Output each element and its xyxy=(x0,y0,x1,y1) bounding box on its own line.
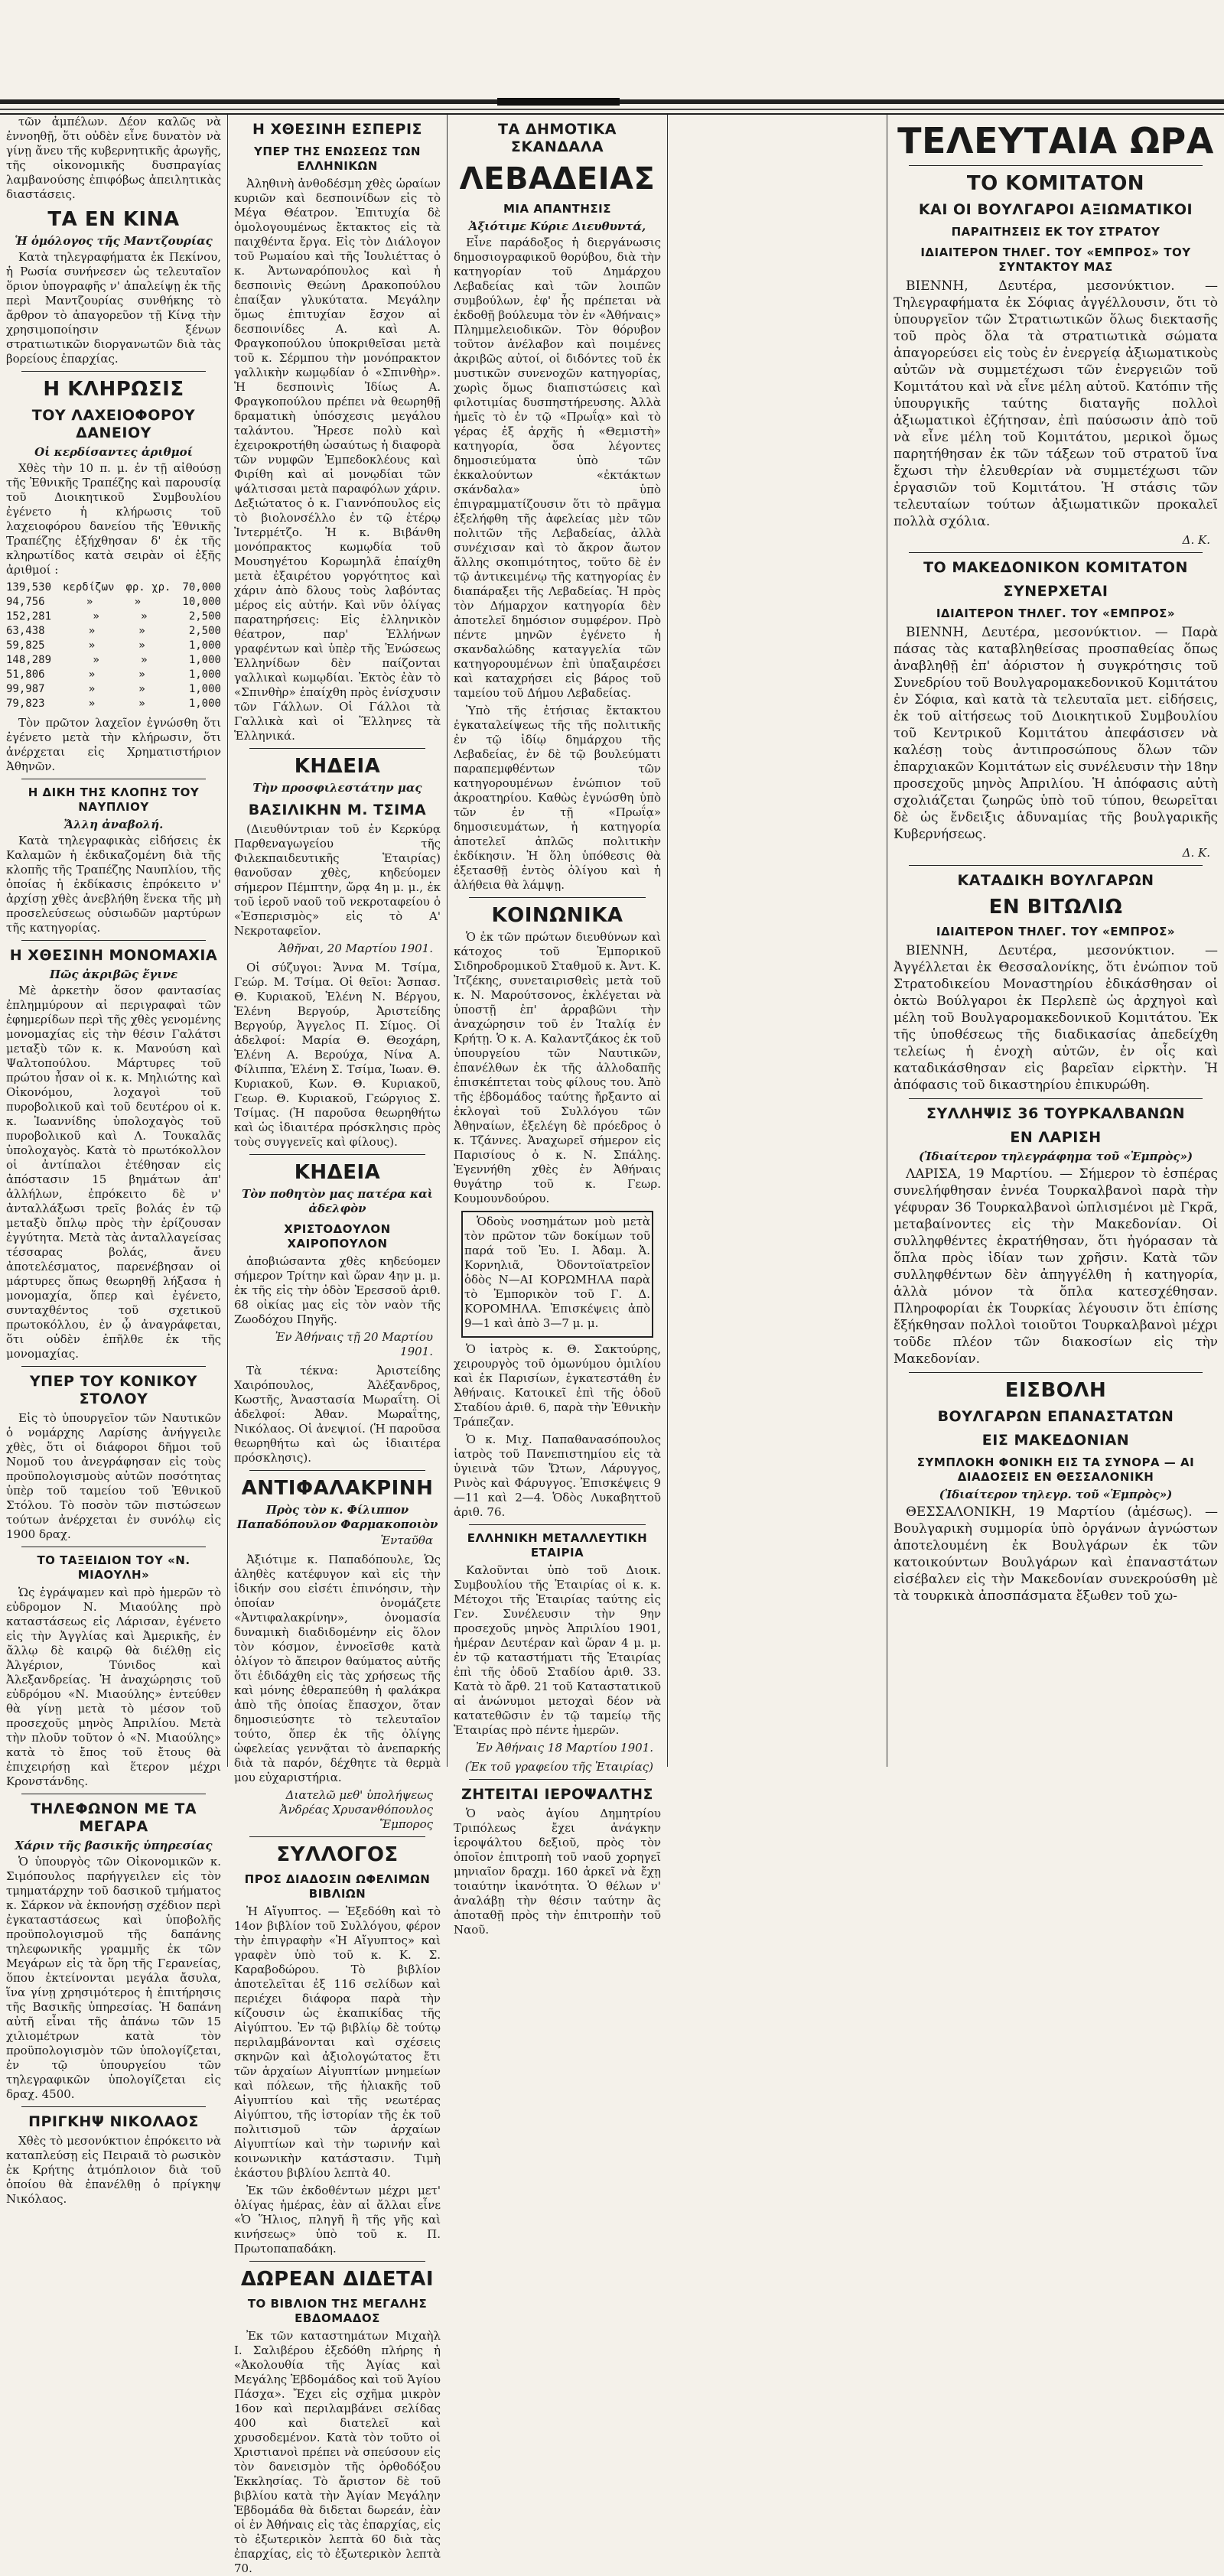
masthead-fragment xyxy=(0,0,1224,115)
headline-line-2: ΤΟΥ ΛΑΧΕΙΟΦΟΡΟΥ ΔΑΝΕΙΟΥ xyxy=(31,407,196,441)
article-body: Ὁ ναὸς ἁγίου Δημητρίου Τριπόλεως ἔχει ἀνάγκην ἱεροψάλτου δεξιοῦ, πρὸς τὸν ὁποῖον ἐπιτροπὴ τοῦ ναοῦ χορηγεῖ μηνιαῖον δραχμ. 160 ἀρκεῖ νὰ ἔχῃ τοιαύτην ἱκανότητα. Ὁ θέλων ν' ἀναλάβῃ τὴν θέσιν ταύτην ἂς ἀποταθῇ πρὸς τὴν ἐπιτροπὴν τοῦ Ναοῦ. xyxy=(454,1807,661,1937)
lottery-cell: 1,000 xyxy=(188,683,221,695)
divider xyxy=(249,2261,425,2262)
article-body: Ἀληθινὴ ἀνθοδέσμη χθὲς ὡραίων κυριῶν καὶ δεσποινίδων εἰς τὸ Μέγα Θέατρον. Ἐπιτυχία δὲ ὁμολογουμένως ἔκτακτος εἰς τὰ παιχθέντα ἔργα. Εἰς τὸν Διάλογον τοῦ Ρωμαίου καὶ τῆς Ἰουλιέττας ὁ κ. Ἀντωναρόπουλος καὶ ἡ δεσποινὶς Θεώνη Δρακοπούλου ἐπαίξαν γλυκύτατα. Μεγάλην ὅμως ἐπιτυχίαν ἔσχον αἱ δεσποινίδες Α. καὶ Α. Φραγκοπούλου ὑποκριθεῖσαι μετὰ τοῦ κ. Σέρμπου τὴν μονόπρακτον γαλλικὴν κωμῳδίαν ὁ «Σπινθὴρ». Ἡ δεσποινὶς Ἰδίως Α. Φραγκοπούλου πρέπει νὰ θεωρηθῇ δραματικὴ ὑπόσχεσις μεγάλου ταλάντου. Ἤρεσε πολὺ καὶ ἐχειροκροτήθη ὡσαύτως ἡ διαφορὰ τῶν νυμφῶν Ἐμπεδοκλέους καὶ Φιρίθη καὶ αἱ μονῳδίαι τῶν ψάλτισσαι μετὰ παραφόλων χάριν. Δεξιώτατος ὁ κ. Γιαννόπουλος εἰς τὸ βιολονσέλλο ἐν τῷ ἐτέρῳ Ἰντερμέτζο. Ἡ κ. Βιβάνθη μονόπρακτος κωμῳδία τοῦ Μουσηγέτου Κορωμηλᾶ ἐπαίχθη μετὰ ἐξαιρέτου γοργότητος καὶ χάριν ἀπὸ δλους τοὺς λαβόντας μέρος εἰς αὐτήν. Καὶ νῦν ὀλίγας παρατηρήσεις: Εἰς ἐλληνικὸν θέατρον, παρ' Ἑλλήνων γραφέντων καὶ ὑπὲρ τῆς Ἑνώσεως Ἑλληνίδων δὲν παίζονται γαλλικαὶ κωμῳδίαι. Ἐκτὸς ἐὰν τὸ «Σπινθὴρ» ἐπαίχθη πρὸς ἐνίσχυσιν τῶν Γάλλων. Οἱ Γάλλοι τὰ Γαλλικὰ καὶ οἱ Ἕλληνες τὰ Ἑλληνικά. xyxy=(234,177,441,743)
headline-line-2: ΤΟ ΒΙΒΛΙΟΝ ΤΗΣ ΜΕΓΑΛΗΣ ΕΒΔΟΜΑΔΟΣ xyxy=(247,2297,428,2325)
article-body: Εἰς τὸ ὑπουργεῖον τῶν Ναυτικῶν ὁ νομάρχης Λαρίσης ἀνήγγειλε χθὲς, ὅτι οἱ διάφοροι δῆμοι τοῦ Νομοῦ του ἀνεγράφησαν εἰς τοὺς προϋπολογισμοὺς αὐτῶν ποσότητας ὑπὲρ τοῦ ταμείου τοῦ Ἐθνικοῦ Στόλου. Τὸ ποσὸν τῶν πιστώσεων τούτων ἀνέρχεται ἐν συνόλῳ εἰς 1900 δραχ. xyxy=(6,1411,221,1541)
lottery-cell: φρ. χρ. xyxy=(125,581,171,594)
family-list: Τὰ τέκνα: Ἀριστείδης Χαιρόπουλος, Ἀλέξανδρος, Κωστῆς, Ἀναστασία Μωραΐτη. Οἱ ἀδελφοί: Ἀθαν. Μωραΐτης, Νικόλαος. Οἱ ἀνεψιοί. (Ἡ παροῦσα θεωρηθήτω καὶ ὡς ἰδιαιτέρα πρόσκλησις). xyxy=(234,1364,441,1465)
advert-box xyxy=(461,1211,653,1338)
wire-source: (Ἰδιαίτερον τηλεγράφημα τοῦ «Ἐμπρὸς») xyxy=(918,1150,1193,1163)
divider xyxy=(21,940,206,941)
headline-line-2: ΕΝ ΛΑΡΙΣΗ xyxy=(1010,1129,1102,1146)
column-2 xyxy=(228,115,447,2575)
wire-source: ΙΔΙΑΙΤΕΡΟΝ ΤΗΛΕΓ. ΤΟΥ «ΕΜΠΡΟΣ» xyxy=(936,607,1176,620)
wire-source: ΙΔΙΑΙΤΕΡΟΝ ΤΗΛΕΓ. ΤΟΥ «ΕΜΠΡΟΣ» xyxy=(936,925,1176,938)
lottery-cell: » xyxy=(88,668,96,681)
divider xyxy=(909,552,1203,553)
article-body: Ὡς ἐγράψαμεν καὶ πρὸ ἡμερῶν τὸ εὐδρομον Ν. Μιαούλης πρὸ καταστάσεως εἰς Λάρισαν, ἐγένετο εἰς τὴν Ἀγγλίας καὶ Ἀμερικῆς, ἐν ἄλλῳ δὲ καιρῷ θὰ διέλθῃ εἰς Ἀλγέριον, Τύνιδος καὶ Ἀλεξανδρείας. Ἡ ἀναχώρησις τοῦ εὐδρόμου «Ν. Μιαούλης» ἐντεύθεν θὰ γίνῃ μετὰ τὸ μέσον τοῦ προσεχοῦς μηνὸς Ἀπριλίου. Μετὰ τὴν πλοῦν τοῦτον ὁ «Ν. Μιαούλης» κατὰ τὸ ἔπος τοῦ ἔτους θὰ ἐπιχειρήσῃ καὶ ἕτερον μέχρι Κρονστάνδης. xyxy=(6,1586,221,1788)
lottery-cell: 59,825 xyxy=(6,639,45,652)
lottery-cell: » xyxy=(88,625,96,637)
headline: ΑΝΤΙΦΑΛΑΚΡΙΝΗ xyxy=(241,1477,434,1500)
lottery-table xyxy=(6,581,221,711)
lottery-cell: » xyxy=(88,698,96,710)
headline: ΠΡΙΓΚΗΨ ΝΙΚΟΛΑΟΣ xyxy=(28,2113,199,2130)
lottery-cell: » xyxy=(141,610,148,623)
headline-line-2: ΚΑΙ ΟΙ ΒΟΥΛΓΑΡΟΙ ΑΞΙΩΜΑΤΙΚΟΙ xyxy=(918,201,1193,218)
notice-date: Ἐν Ἀθήναις τῇ 20 Μαρτίου 1901. xyxy=(275,1330,433,1358)
headline: ΕΛΛΗΝΙΚΗ ΜΕΤΑΛΛΕΥΤΙΚΗ ΕΤΑΙΡΙΑ xyxy=(467,1531,648,1560)
headline-line-4: ΣΥΜΠΛΟΚΗ ΦΟΝΙΚΗ ΕΙΣ ΤΑ ΣΥΝΟΡΑ — ΑΙ ΔΙΑΔΟΣΕΙΣ ΕΝ ΘΕΣΣΑΛΟΝΙΚΗ xyxy=(916,1456,1195,1484)
headline: ΤΟ ΤΑΞΕΙΔΙΟΝ ΤΟΥ «Ν. ΜΙΑΟΥΛΗ» xyxy=(37,1553,190,1582)
divider xyxy=(909,1372,1203,1373)
article-body: Ἐκ τῶν καταστημάτων Μιχαὴλ Ι. Σαλιβέρου ἐξεδόθη πλήρης ἡ «Ἀκολουθία τῆς Ἁγίας καὶ Μεγάλης Ἑβδομάδος καὶ τοῦ Ἁγίου Πάσχα». Ἔχει εἰς σχῆμα μικρὸν 16ον καὶ περιλαμβάνει σελίδας 400 καὶ διατελεῖ καὶ χρυσοδεμένον. Κατὰ τὸν τοῦτο οἱ Χριστιανοὶ πρέπει νὰ σπεύσουν εἰς τὸν δανεισμὸν τῆς ὀρθοδόξου Ἐκκλησίας. Τὸ ἄριστον δὲ τοῦ βιβλίου κατὰ τὴν Ἀγίαν Μεγάλην Ἑβδομάδα θὰ διδεται δωρεάν, ἐὰν οἱ ἐν Ἀθήναις εἰς τὰς ἐπαρχίας, εἰς τὸ ἐξωτερικὸν λεπτὰ 60 διὰ τὰς ἐπαρχίας, εἰς τὸ ἐξωτερικὸν λεπτὰ 70. xyxy=(234,2329,441,2575)
notice-signature: (Ἐκ τοῦ γραφείου τῆς Ἑταιρίας) xyxy=(464,1760,653,1774)
headline: ΚΑΤΑΔΙΚΗ ΒΟΥΛΓΑΡΩΝ xyxy=(957,872,1154,889)
article-body: ΒΙΕΝΝΗ, Δευτέρα, μεσονύκτιον. — Παρὰ πάσας τὰς καταβληθείσας προσπαθείας ὅπως ἀναβληθῇ ἐπ' ἀόριστον ἡ συγκρότησις τοῦ Συνεδρίου τοῦ Βουλγαρομακεδονικοῦ Κομιτάτου ἐν Σόφια, καὶ κατὰ τὰ τελευταῖα μετ. εἰδήσεις, ἐκ τοῦ αἰτήσεως τοῦ Διοικητικοῦ Συμβουλίου τοῦ Κεντρικοῦ Κομιτάτου ἀπεφάσισεν νὰ καλέσῃ τοὺς ἀντιπροσώπους ὅλων τῶν ἐπαρχιακῶν Κομιτάτων εἰς συνέλευσιν τὴν 18ην προσεχοῦς μηνὸς Ἀπριλίου. Ἡ ἀπόφασις αὐτὴ σχολιάζεται ζωηρῶς ὑπὸ τοῦ τύπου, θεωρεῖται δὲ ὡς ἔνδειξις ἀδυναμίας τῆς βουλγαρικῆς Κυβερνήσεως. xyxy=(894,625,1218,842)
headline: ΤΟ ΚΟΜΙΤΑΤΟΝ xyxy=(966,172,1145,195)
headline: ΣΥΛΛΗΨΙΣ 36 ΤΟΥΡΚΑΛΒΑΝΩΝ xyxy=(926,1105,1185,1122)
divider xyxy=(909,1098,1203,1099)
lottery-cell: 94,756 xyxy=(6,596,45,608)
lottery-cell: » xyxy=(141,654,148,666)
article-body: Χθὲς τὸ μεσονύκτιον ἐπρόκειτο νὰ καταπλεύσῃ εἰς Πειραιᾶ τὸ ρωσικὸν ἐκ Κρήτης ἀτμόπλοιον διὰ τοῦ ὁποίου θὰ ἐπανέλθῃ ὁ πρίγκηψ Νικόλαος. xyxy=(6,2134,221,2206)
headline: Η ΧΘΕΣΙΝΗ ΜΟΝΟΜΑΧΙΑ xyxy=(9,947,218,964)
lottery-cell: » xyxy=(93,610,99,623)
headline-line-3: ΠΑΡΑΙΤΗΣΕΙΣ ΕΚ ΤΟΥ ΣΤΡΑΤΟΥ xyxy=(951,225,1161,239)
lottery-cell: 1,000 xyxy=(188,698,221,710)
divider xyxy=(909,165,1203,166)
letter-signature: Διατελῶ μεθ' ὑπολήψεως Ἀνδρέας Χρυσανθόπουλος Ἔμπορος xyxy=(279,1788,433,1831)
headline: ΚΟΙΝΩΝΙΚΑ xyxy=(491,904,623,927)
divider xyxy=(249,1470,425,1471)
headline-line-2: ΕΝ ΒΙΤΩΛΙΩ xyxy=(988,896,1123,919)
lottery-row xyxy=(6,682,221,697)
lottery-cell: » xyxy=(138,668,145,681)
headline-large: ΛΕΒΑΔΕΙΑΣ xyxy=(459,161,656,197)
lottery-cell: 51,806 xyxy=(6,668,45,681)
lottery-cell: » xyxy=(86,596,93,608)
divider xyxy=(249,748,425,749)
lottery-cell: » xyxy=(88,683,96,695)
family-list: Οἱ σύζυγοι: Ἄννα Μ. Τσίμα, Γεώρ. Μ. Τσίμα. Οἱ θεῖοι: Ἄσπασ. Θ. Κυριακοῦ, Ἑλένη Ν. Βέργου, Ἑλένη Βεργούρ, Ἀριστείδης Βεργούρ, Ἀγγελος Π. Σίμος. Οἱ ἀδελφοί: Μαρία Θ. Θεοχάρη, Ἑλένη Α. Βερούχα, Νίνα Α. Φίλιππα, Ἑλένη Σ. Τσίμα, Ἰωαν. Θ. Κυριακοῦ, Κων. Θ. Κυριακοῦ, Γεωρ. Θ. Κυριακοῦ, Γεώργιος Σ. Τσίμας. (Ἡ παροῦσα θεωρηθήτω καὶ ὡς ἰδιαιτέρα πρόσκλησις πρὸς τοὺς συγγενεῖς καὶ φίλους). xyxy=(234,961,441,1149)
headline: ΤΟ ΜΑΚΕΔΟΝΙΚΟΝ ΚΟΜΙΤΑΤΟΝ xyxy=(923,559,1188,576)
lottery-cell: » xyxy=(138,639,145,652)
article-body: ΒΙΕΝΝΗ, Δευτέρα, μεσονύκτιον. — Ἀγγέλλεται ἐκ Θεσσαλονίκης, ὅτι ἐνώπιον τοῦ Στρατοδικείου Μοναστηρίου ἐδικάσθησαν οἱ ὀκτὼ Βούλγαροι ἐκ Περλεπὲ ὡς ἀρχηγοὶ καὶ μέλη τοῦ Βουλγαρομακεδονικοῦ Κομιτάτου. Ἐκ τῆς ὑποθέσεως τῆς διαδικασίας ἀπεδείχθη τελείως ἡ ἐνοχὴ αὐτῶν, ἐν οἷς καὶ καταδικάσθησαν εἰς βαρεῖαν εἰρκτὴν. Ἡ ἀπόφασις τοῦ δικαστηρίου ἐπικυρώθη. xyxy=(894,943,1218,1093)
divider xyxy=(21,2106,206,2107)
article-body: Ἡ Αἴγυπτος. — Ἐξεδόθη καὶ τὸ 14ον βιβλίον τοῦ Συλλόγου, φέρον τὴν ἐπιγραφὴν «Ἡ Αἴγυπτος» καὶ γραφὲν ὑπὸ τοῦ κ. Κ. Σ. Καραβοδώρου. Τὸ βιβλίον ἀποτελεῖται ἐξ 116 σελίδων καὶ περιέχει διάφορα παρὰ τὴν κίζουσιν ὡς ἐκαπικίδας τῆς Αἰγύπτου. Ἐν τῷ βιβλίῳ δὲ τούτῳ περιλαμβάνονται καὶ σχέσεις σκηνῶν καὶ ἀξιολογώτατος ἔτι τῶν ἀρχαίων Αἰγυπτίων μνημείων καὶ πόλεων, τῆς ἡλιακῆς τοῦ Αἰγυπτίου καὶ τῆς νεωτέρας Αἰγύπτου, τῆς ἱστορίαν τῆς ἐκ τοῦ πολιτισμοῦ τῶν ἀρχαίων Αἰγυπτίων καὶ τὴν τωρινήν καὶ κοινωνικὴν κατάστασιν. Τιμὴ ἑκάστου βιβλίου λεπτὰ 40. xyxy=(234,1904,441,2180)
deceased-name: ΒΑΣΙΛΙΚΗΝ Μ. ΤΣΙΜΑ xyxy=(248,802,427,818)
headline: ΤΑ ΕΝ ΚΙΝΑ xyxy=(47,208,180,231)
lottery-cell: 63,438 xyxy=(6,625,45,637)
headline: ΔΩΡΕΑΝ ΔΙΔΕΤΑΙ xyxy=(240,2268,435,2291)
divider xyxy=(21,371,206,372)
article-body: ΛΑΡΙΣΑ, 19 Μαρτίου. — Σήμερον τὸ ἑσπέρας συνελήφθησαν ἐννέα Τουρκαλβανοὶ παρὰ τὴν γέφυραν 36 Τουρκαλβανοὶ ὡπλισμένοι μὲ Γκρᾶ, μεταβαίνοντες εἰς τὴν Μακεδονίαν. Οἱ συλληφθέντες ἐκρατήθησαν, ὅτι ἠγόρασαν τὰ ὅπλα πρὸς ἰδίαν των χρῆσιν. Κατὰ τῶν συλληφθέντων δὲν ἀπηγγέλθη ἡ κατηγορία, ἀλλὰ μόνον τὰ ὅπλα κατεσχέθησαν. Πληροφορίαι ἐκ Τουρκίας λέγουσιν ὅτι ἐπίσης ἔξήκθησαν πολλοὶ τοιοῦτοι Τουρκαλβανοὶ μέχρι τοῦδε πλέον τῶν διακοσίων εἰς τὴν Μακεδονίαν. xyxy=(894,1166,1218,1367)
column-1 xyxy=(0,115,227,2206)
column-4 xyxy=(887,115,1224,1774)
lottery-cell: 99,987 xyxy=(6,683,45,695)
lottery-cell: 152,281 xyxy=(6,610,52,623)
lottery-cell: » xyxy=(134,596,142,608)
article-body: Ὁ ἰατρὸς κ. Θ. Σακτούρης, χειρουργὸς τοῦ ὁμωνύμου ὁμιλίου καὶ ἐκ Παρισίων, ἐγκατεστάθη ἐν Ἀθήναις. Κατοικεῖ ἐπὶ τῆς ὁδοῦ Σταδίου ἀριθ. 6, παρὰ τὴν Ἐθνικὴν Τράπεζαν. xyxy=(454,1342,661,1429)
lottery-cell: 2,500 xyxy=(188,610,221,623)
lottery-cell: 148,289 xyxy=(6,654,52,666)
lottery-row xyxy=(6,639,221,653)
headline: ΥΠΕΡ ΤΟΥ ΚΟΝΙΚΟΥ ΣΤΟΛΟΥ xyxy=(29,1373,198,1407)
lottery-cell: » xyxy=(138,625,145,637)
lottery-cell: 1,000 xyxy=(188,639,221,652)
divider xyxy=(21,1366,206,1367)
notice-date: Ἀθῆναι, 20 Μαρτίου 1901. xyxy=(278,942,433,955)
lottery-row xyxy=(6,697,221,711)
article-body: Εἶνε παράδοξος ἡ διεργάνωσις δημοσιογραφικοῦ θορύβου, διὰ τὴν κατηγορίαν τοῦ Δημάρχου Λεβαδείας καὶ τῶν λοιπῶν συμβούλων, ἐφ' ἧς πρέπεται νὰ ἐκδοθῇ βούλευμα τὸν ἐν «Ἀθήναις» Πλημμελειοδικῶν. Τὸν θόρυβον τοῦτον ἀνέλαβον καὶ ποιμένες ἀκριβῶς αὐτοί, οἱ διδόντες τοῦ ἐκ μυστικῶν συνενοχῶν κατηγορίας, χωρὶς ὅμως διαπιστώσεις καὶ φιλοτιμίας δυσπηστήρευσης. Ἀλλὰ ἡμεῖς τὸ ἐν τῷ «Πρωΐᾳ» καὶ τὸ γέρας ἐξ ἀρχῆς ἡ «Θεμιστὴ» κατηγορία, ὅσα λέγοντες δημοσιεύματα ὑπὸ τῶν ἐκκαλούντων «ἐκτάκτων σκάνδαλα» ὑπὸ ἐπιγραμματίζουσιν ὅτι τὸ πρᾶγμα ἐξελήφθη τῆς ἀφελείας μὲν τῶν πολιτῶν τῆς Λεβαδείας, ἀλλὰ συνέχισαν καὶ τὸ ἄκρον ἄωτον ἄλλης σκοπιμότητος, τοῦτο δὲ ἐν τῷ ἀντικειμένῳ τῆς κατηγορίας ἐν διαπάραξει τῆς Λεβαδείας. Ἡ πρὸς τὸν Δήμαρχον κατηγορία δὲν ἀποτελεῖ δημόσιον συμφέρον. Πρὸ πέντε μηνῶν ἐγένετο ἡ σκανδαλώδης καταγγελία τῶν κατηγορουμένων ἐπὶ ὑπαξαιρέσει καὶ καταχρήσει εἰς βάρος τοῦ ταμείου τοῦ Δήμου Λεβαδείας. xyxy=(454,236,661,700)
lottery-cell: 1,000 xyxy=(188,668,221,681)
divider xyxy=(469,1779,646,1780)
subheadline: Οἱ κερδίσαντες ἀριθμοί xyxy=(34,445,193,459)
divider xyxy=(249,1154,425,1155)
article-body: ΘΕΣΣΑΛΟΝΙΚΗ, 19 Μαρτίου (ἀμέσως). — Βουλγαρικὴ συμμορία ὑπὸ ὀργάνων ἀγνώστων ἀποτελουμένη ἐκ Βουλγάρων ἐκ τῶν κατοικούντων Βουλγάρων καὶ ἐπαναστάτων εἰσέβαλεν εἰς τὴν Μακεδονίαν συνεκρούσθη μὲ τὰ τουρκικὰ ἀποσπάσματα ἔξωθεν τοῦ χω- xyxy=(894,1504,1218,1604)
letter-recipient: Πρὸς τὸν κ. Φίλιππον Παπαδόπουλον Φαρμακοποιὸν xyxy=(236,1503,438,1531)
article-body: Χθὲς τὴν 10 π. μ. ἐν τῇ αἰθούσῃ τῆς Ἐθνικῆς Τραπέζης καὶ παρουσίᾳ τοῦ Διοικητικοῦ Συμβουλίου ἐγένετο ἡ κλήρωσις τοῦ λαχειοφόρου δανείου τῆς Ἐθνικῆς Τραπέζης ἐξήχθησαν δ' ἐκ τῆς κληρωτίδος κατὰ σειρὰν οἱ ἑξῆς ἀριθμοί : xyxy=(6,461,221,577)
lottery-cell: » xyxy=(88,639,96,652)
section-title: ΤΕΛΕΥΤΑΙΑ ΩΡΑ xyxy=(897,120,1214,161)
lottery-row xyxy=(6,653,221,668)
notice-date: Ἐν Ἀθήναις 18 Μαρτίου 1901. xyxy=(475,1741,653,1755)
lottery-cell: » xyxy=(93,654,99,666)
article-body: Κατὰ τηλεγραφικὰς εἰδήσεις ἐκ Καλαμῶν ἡ ἐκδικαζομένη διὰ τῆς κλοπῆς τῆς Τραπέζης Ναυπλίου, τῆς ὁποίας ἡ ἐκδίκασις ἐπρόκειτο ν' ἀρχίσῃ χθὲς ἀνεβλήθη ἕνεκα τῆς μὴ προσελεύσεως οὐσιωδῶν μαρτύρων τῆς κατηγορίας. xyxy=(6,834,221,935)
subheadline: Πῶς ἀκριβῶς ἔγινε xyxy=(49,968,178,981)
author-initials: Δ. Κ. xyxy=(1182,533,1210,547)
lottery-cell: » xyxy=(138,683,145,695)
headline: Η ΚΛΗΡΩΣΙΣ xyxy=(43,378,184,401)
article-body: Ὁ ἐκ τῶν πρώτων διευθύνων καὶ κάτοχος τοῦ Ἐμπορικοῦ Σιδηροδρομικοῦ Σταθμοῦ κ. Ἀντ. Κ. Ἰτζέκης, συνεταιρισθεὶς μετὰ τοῦ κ. Ν. Μαρούτσονος, ἐκλέγεται νὰ ὑποστῇ ἐπ' ἀρραβῶνι τὴν ἀναχώρησιν τοῦ ἐν Ἰταλίᾳ ἐν Κρήτῃ. Ὁ κ. Α. Καλαντζάκος ἐκ τοῦ ὑπουργείου τῶν Ναυτικῶν, ἐπανέλθων ἐκ τῆς ἀλλοδαπῆς ἐπισκέπτεται τοὺς φίλους του. Ἀπὸ τῆς ἑβδομάδος ταύτης ἤρξαντο αἱ ἐκλογαὶ τοῦ Συλλόγου τῶν Ἀθηναίων, ἐξελέγη δὲ πρόεδρος ὁ κ. Τζάννες. Ἀναχωρεῖ σήμερον εἰς Παρισίους ὁ κ. Ν. Σπάλης. Ἐγεννήθη χθὲς ἐν Ἀθήναις θυγάτηρ τοῦ κ. Γεωρ. Κουμουνδούρου. xyxy=(454,930,661,1205)
article-body: Κατὰ τηλεγραφήματα ἐκ Πεκίνου, ἡ Ρωσία συνήνεσεν ὡς τελευταῖον ὅριον ὑπογραφῆς ν' ἀπαλείψῃ ἐκ τῆς περὶ Μαντζουρίας συνθήκης τὸ ἄρθρον τὸ ἀπαγορεῦον τῇ Κίνᾳ τὴν χρησιμοποίησιν ξένων στρατιωτικῶν διοργανωτῶν διὰ τὰς βορείους ἐπαρχίας. xyxy=(6,250,221,366)
headline-line-3: ΜΙΑ ΑΠΑΝΤΗΣΙΣ xyxy=(503,202,612,216)
article-body: Ἀξιότιμε κ. Παπαδόπουλε, Ὡς ἀληθὲς κατέφυγον καὶ εἰς τὴν ἰδικήν σου εἰσέτι ἐπινόησιν, τὴν ὁποίαν ὀνομάζετε «Ἀντιφαλακρίνην», ὀνομασία δυναμικὴ διαδιδομένην εἰς ὅλον τὸν κόσμον, ἐννοεῖσθε κατὰ ὀλίγον τὸ ἄπειρον θαύματος αὐτῆς ὅτι ἐδιδάχθη εἰς τὰς χρήσεως τῆς καὶ μόνης ἐθεραπεύθη ἡ φαλάκρα ἀπὸ τῆς ὁποίας ἔπασχον, ὅταν δημοσιεύσητε τὸ τελευταῖον τούτο, ὅπερ ἐκ τῆς ὀλίγης ὠφελείας γεννᾷται τὸ ἀνεπαρκής διὰ τὰ παρόν, δέχθητε τὰ θερμὰ μου εὐχαριστήρια. xyxy=(234,1553,441,1784)
lottery-cell: 10,000 xyxy=(182,596,221,608)
divider xyxy=(909,865,1203,866)
divider xyxy=(469,1524,646,1525)
divider xyxy=(469,897,646,898)
advert-text: Ὁδοὺς νοσημάτων μοὺ μετὰ τὸν πρῶτον τῶν δοκίμων τοῦ παρά τοῦ Ἐυ. Ι. Ἀδαμ. Ἀ. Κορνηλιᾶ, Ὀδοντοϊατρεῖον ὁδὸς Ν—ΑΙ ΚΟΡΩΜΗΛΑ παρὰ τὸ Ἐμπορικὸν τοῦ Γ. Δ. ΚΟΡΟΜΗΛΑ. Ἐπισκέψεις ἀπὸ 9—1 καὶ ἀπὸ 3—7 μ. μ. xyxy=(464,1215,650,1330)
headline: ΣΥΛΛΟΓΟΣ xyxy=(276,1843,399,1866)
lottery-cell: 139,530 xyxy=(6,581,52,594)
article-body: Τὸν πρῶτον λαχεῖον ἐγνώσθη ὅτι ἐγένετο μετὰ τὴν κλήρωσιν, ὅτι ἀνέρχεται εἰς Χρηματιστήριον Ἀθηνῶν. xyxy=(6,716,221,773)
letter-greeting: Ἀξιότιμε Κύριε Διευθυντά, xyxy=(468,220,646,233)
divider xyxy=(249,1836,425,1837)
lottery-row xyxy=(6,610,221,624)
lottery-row xyxy=(6,581,221,595)
article-body: (Διευθύντριαν τοῦ ἐν Κερκύρᾳ Παρθεναγωγείου τῆς Φιλεκπαιδευτικῆς Ἑταιρίας) θανοῦσαν χθὲς, κηδεύομεν σήμερον Πέμπτην, ὥρᾳ 4η μ. μ., ἐκ τοῦ ἱεροῦ ναοῦ τοῦ νεκροταφείου ὁ «Ἐσπερισμὸς» εἰς τὸ Α' Νεκροταφεῖον. xyxy=(234,822,441,938)
notice-intro: Τὸν ποθητὸν μας πατέρα καὶ ἀδελφὸν xyxy=(242,1187,433,1215)
wire-source: ΙΔΙΑΙΤΕΡΟΝ ΤΗΛΕΓ. ΤΟΥ «ΕΜΠΡΟΣ» ΤΟΥ ΣΥΝΤΑΚΤΟΥ ΜΑΣ xyxy=(920,246,1191,274)
letter-place: Ἐνταῦθα xyxy=(380,1534,433,1547)
deceased-name: ΧΡΙΣΤΟΔΟΥΛΟΝ ΧΑΙΡΟΠΟΥΛΟΝ xyxy=(284,1222,391,1251)
lottery-cell: κερδίζων xyxy=(63,581,115,594)
headline-line-3: ΕΙΣ ΜΑΚΕΔΟΝΙΑΝ xyxy=(981,1432,1130,1449)
subheadline: Ἡ ὁμόλογος τῆς Μαντζουρίας xyxy=(15,234,213,248)
headline: ΖΗΤΕΙΤΑΙ ΙΕΡΟΨΑΛΤΗΣ xyxy=(461,1786,654,1803)
article-body: ἀποβιώσαντα χθὲς κηδεύομεν σήμερον Τρίτην καὶ ὥραν 4ην μ. μ. ἐκ τῆς εἰς τὴν ὁδὸν Ἑρεσσοῦ ἀριθ. 68 οἰκίας μας εἰς τὸν ναὸν τῆς Ζωοδόχου Πηγῆς. xyxy=(234,1254,441,1326)
headline: Η ΔΙΚΗ ΤΗΣ ΚΛΟΠΗΣ ΤΟΥ ΝΑΥΠΛΙΟΥ xyxy=(28,785,200,814)
headline: Η ΧΘΕΣΙΝΗ ΕΣΠΕΡΙΣ xyxy=(252,121,423,138)
lottery-cell: 2,500 xyxy=(188,625,221,637)
headline: ΤΑ ΔΗΜΟΤΙΚΑ ΣΚΑΝΔΑΛΑ xyxy=(498,121,617,155)
article-body: ΒΙΕΝΝΗ, Δευτέρα, μεσονύκτιον. — Τηλεγραφήματα ἐκ Σόφιας ἀγγέλλουσιν, ὅτι τὸ ὑπουργεῖον τῶν Στρατιωτικῶν ὅλως διεκτασῆς τοῦ πρὸς ὅλα τὰ στρατιωτικὰ σώματα ἀπαγορεύσει εἰς τοὺς ἐν ἐνεργείᾳ ἀξιωματικοὺς αὐτῶν νὰ συμμετέχωσι τῶν ἐνεργειῶν τοῦ Κομιτάτου καὶ νὰ εἶνε μέλη αὐτοῦ. Κατόπιν τῆς ὑπουργικῆς ταύτης διαταγῆς πολλοὶ ἀξιωματικοὶ ἐζήτησαν, ἐπὶ παύσωσιν ἀπὸ τοῦ νὰ εἶνε μέλη τοῦ Κομιτάτου, μερικοὶ ὅμως παρητήθησαν ἐκ τῶν τάξεων τοῦ στρατοῦ ἵνα ἔχωσι τὴν ἐλευθερίαν νὰ συμμετέχωσι τῶν ἐργασιῶν τοῦ Κομιτάτου. Ἡ στάσις τῶν τελευταίων τούτων ἀξιωματικῶν προκαλεῖ πολλὰ σχόλια. xyxy=(894,278,1218,529)
lottery-cell: 79,823 xyxy=(6,698,45,710)
lottery-cell: 70,000 xyxy=(182,581,221,594)
lottery-row xyxy=(6,595,221,610)
headline-line-2: ΣΥΝΕΡΧΕΤΑΙ xyxy=(1003,583,1108,600)
headline: ΤΗΛΕΦΩΝΟΝ ΜΕ ΤΑ ΜΕΓΑΡΑ xyxy=(30,1800,197,1835)
notice-intro: Τὴν προσφιλεστάτην μας xyxy=(252,781,422,795)
headline-line-2: ΒΟΥΛΓΑΡΩΝ ΕΠΑΝΑΣΤΑΤΩΝ xyxy=(937,1408,1174,1425)
lottery-row xyxy=(6,624,221,639)
lottery-cell: 1,000 xyxy=(188,654,221,666)
article-body: Καλοῦνται ὑπὸ τοῦ Διοικ. Συμβουλίου τῆς Ἑταιρίας οἱ κ. κ. Μέτοχοι τῆς Ἑταιρίας ταύτης εἰς Γεν. Συνέλευσιν τὴν 9ην προσεχοῦς μηνὸς Ἀπριλίου 1901, ἡμέραν Δευτέραν καὶ ὥραν 4 μ. μ. ἐν τῷ καταστήματι τῆς Ἑταιρίας ἐπὶ τῆς ὁδοῦ Σταδίου ἀριθ. 33. Κατὰ τὸ ἄρθ. 21 τοῦ Καταστατικοῦ αἱ ἀνώνυμοι μετοχαὶ δέον νὰ κατατεθῶσιν ἐν τῷ ταμείῳ τῆς Ἑταιρίας πρὸ πέντε ἡμερῶν. xyxy=(454,1563,661,1737)
lead-paragraph: τῶν ἀμπέλων. Δέον καλῶς νὰ ἐννοηθῇ, ὅτι οὐδὲν εἶνε δυνατὸν νὰ γίνῃ ἄνευ τῆς κυβερνητικῆς ἀρωγῆς, τῆς οἰκονομικῆς δυσπραγίας λαμβανούσης ἐπιφόβως ἀπειλητικὰς διαστάσεις. xyxy=(6,115,221,201)
article-body: Ὁ ὑπουργὸς τῶν Οἰκονομικῶν κ. Σιμόπουλος παρήγγειλεν εἰς τὸν τμηματάρχην τοῦ δασικοῦ τμήματος κ. Σάρκον νὰ ἐκπονήσῃ σχέδιον περὶ ἐγκαταστάσεως καὶ ὑποβολῆς προϋπολογισμοῦ τῆς δαπάνης τηλεφωνικῆς γραμμῆς ἐκ τῶν Μεγάρων εἰς τὰ ὅρη τῆς Γερανείας, ὅπου ἐκτείνονται μεγάλα ἄσυλα, ἵνα γίνῃ χρησιμότερος ἡ ἐπιτήρησις τῆς Βασικῆς ὑπηρεσίας. Ἡ δαπάνη αὐτῆ εἶναι τῆς ἀπάνω τῶν 15 χιλιομέτρων κατὰ τὸν προϋπολογισμὸν τῶν ὑπολογίζεται, ἐν τῷ ὑπουργείου τῶν τηλεγραφικῶν ὑπολογίζεται εἰς δραχ. 4500. xyxy=(6,1855,221,2101)
headline: ΚΗΔΕΙΑ xyxy=(294,1161,381,1184)
subheadline: Χάριν τῆς βασικῆς ὑπηρεσίας xyxy=(15,1839,213,1852)
headline-line-2: ΥΠΕΡ ΤΗΣ ΕΝΩΣΕΩΣ ΤΩΝ ΕΛΛΗΝΙΚΩΝ xyxy=(254,145,421,173)
wire-source: (Ἰδιαίτερον τηλεγρ. τοῦ «Ἐμπρὸς») xyxy=(939,1488,1173,1501)
lottery-cell: » xyxy=(138,698,145,710)
article-body: Ἐκ τῶν ἐκδοθέντων μέχρι μετ' ὀλίγας ἡμέρας, ἐὰν αἱ ἄλλαι εἶνε «Ὁ Ἥλιος, πληγῆ ἢ τῆς γῆς καὶ κινήσεως» ὑπὸ τοῦ κ. Π. Πρωτοπαπαδάκη. xyxy=(234,2184,441,2256)
headline: ΚΗΔΕΙΑ xyxy=(294,755,381,778)
headline-line-2: ΠΡΟΣ ΔΙΑΔΟΣΙΝ ΩΦΕΛΙΜΩΝ ΒΙΒΛΙΩΝ xyxy=(244,1872,431,1901)
article-body: Μὲ ἀρκετὴν ὅσον φαντασίας ἐπλημμύρουν αἱ περιγραφαὶ τῶν ἐφημερίδων περὶ τῆς χθὲς γενομένης μονομαχίας εἰς τὴν θέσιν Γαλάτσι μεταξὺ τῶν κ. κ. Μανούση καὶ Ψαλτοπούλου. Μάρτυρες τοῦ πρώτου ἦσαν οἱ κ. κ. Μηλιώτης καὶ Οἰκονόμου, λοχαγοὶ τοῦ πυροβολικοῦ καὶ τοῦ δευτέρου οἱ κ. κ. Ἰωαννίδης ὑπολοχαγὸς τοῦ πυροβολικοῦ καὶ Λ. Τουκαλᾶς ὑπολοχαγὸς. Κατὰ τὸ πρωτόκολλον οἱ ἀντίπαλοι ἐτέθησαν εἰς ἀπόστασιν 15 βημάτων ἀπ' ἀλλήλων, ἐπρόκειτο δὲ ν' ἀνταλλάξωσι τρεῖς βολάς ἐν τῷ μεταξὺ ὄπλῳ πρὸς τὴν ἐρίζουσαν ἐγγύτητα. Μετὰ τὰς ἀνταλλαγείσας τέσσαρας βολάς, ἄνευ ἀποτελέσματος, παρενέβησαν οἱ μάρτυρες ὅπως θεωρηθῇ λήξασα ἡ μονομαχία, ὅπερ καὶ ἐγένετο, συνταχθέντος τοῦ σχετικοῦ πρωτοκόλλου, ἐν ᾧ ἀναγράφεται, ὅτι οὐδὲν ἐπῆλθε ἐκ τῆς μονομαχίας. xyxy=(6,984,221,1361)
author-initials: Δ. Κ. xyxy=(1182,846,1210,860)
article-body: Ὑπὸ τῆς ἐτήσιας ἔκτακτου ἐγκαταλείψεως τῆς τῆς πολιτικῆς ἐν τῷ ἰδίῳ δημάρχου τῆς Λεβαδείας, ἐν δὲ τῷ βουλεύματι παραπεμφθέντων τῶν κατηγορουμένων ἐνώπιον τοῦ ἀκροατηρίου. Καθὼς ἐγνώσθη ὑπὸ τῶν ἐν τῇ «Πρωΐᾳ» δημοσιευμάτων, ἡ κατηγορία ἀποτελεῖ ἀπλῶς πολιτικὴν ἐκδίκησιν. Ἡ ὅλη ὑπόθεσις θὰ ἐξετασθῇ ἐντὸς ὀλίγου καὶ ἡ ἀλήθεια θὰ λάμψῃ. xyxy=(454,704,661,892)
column-3 xyxy=(448,115,667,1937)
article-body: Ὁ κ. Μιχ. Παπαθανασόπουλος ἰατρὸς τοῦ Πανεπιστημίου εἰς τὰ ὑγιεινὰ τῶν Ὤτων, Λάρυγγος, Ρινὸς καὶ Φάρυγγος. Ἐπισκέψεις 9—11 καὶ 2—4. Ὁδὸς Λυκαβηττοῦ ἀριθ. 76. xyxy=(454,1433,661,1519)
column-rule xyxy=(667,115,668,1767)
subheadline: Ἄλλη ἀναβολή. xyxy=(63,818,164,831)
headline: ΕΙΣΒΟΛΗ xyxy=(1004,1379,1107,1402)
lottery-row xyxy=(6,668,221,682)
